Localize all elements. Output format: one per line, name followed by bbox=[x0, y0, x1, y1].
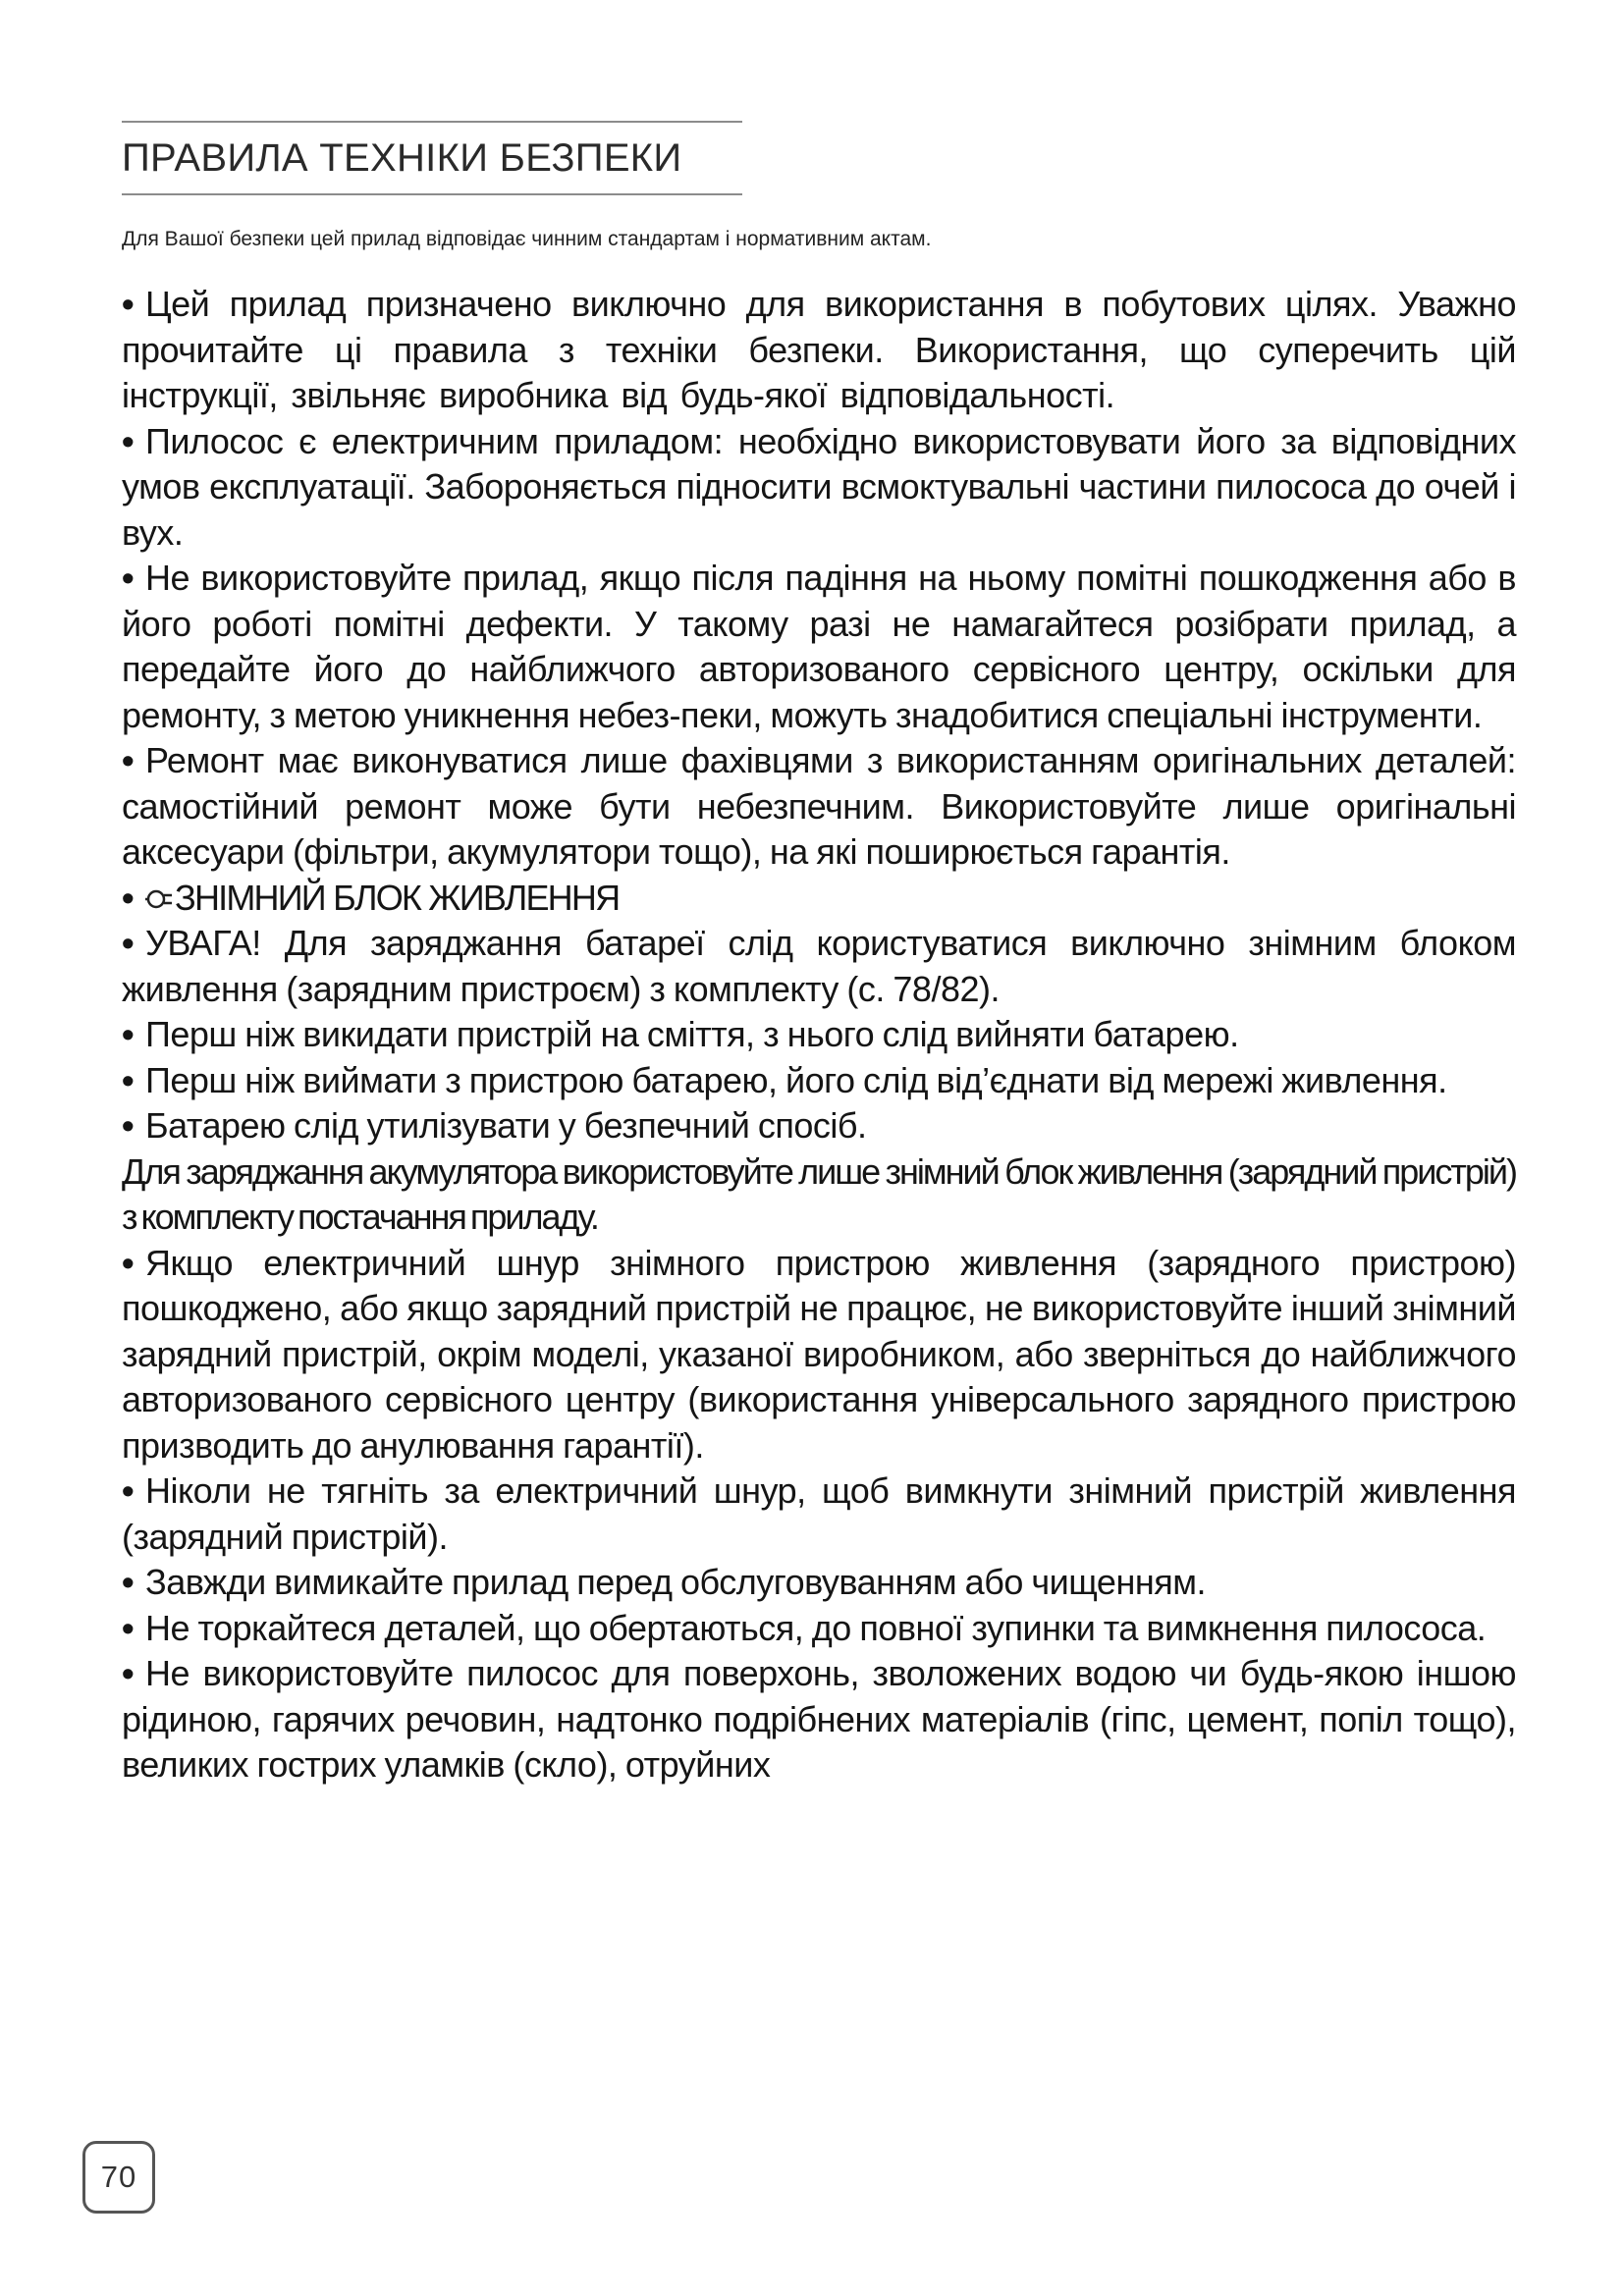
paragraph-text: Якщо електричний шнур знімного пристрою живлення (зарядного пристрою) пошкоджено, або якщо зарядний пристрій не працює, не використовуйте інший знімний зарядний пристрій, окрім моделі, указаної виробником, або зверніться до найближчого авторизованого сервісного центру (використання універсального зарядного пристрою призводить до анулювання гарантії). bbox=[122, 1242, 1516, 1466]
paragraph-text: Завжди вимикайте прилад перед обслуговуванням або чищенням. bbox=[145, 1562, 1206, 1602]
bullet-marker: • bbox=[122, 1014, 135, 1054]
paragraph-text: Цей прилад призначено виключно для використання в побутових цілях. Уважно прочитайте ці правила з техніки безпеки. Використання, що суперечить цій інструкції, звільняє виробника від будь-якої відповідальності. bbox=[122, 284, 1516, 415]
bullet-marker: • bbox=[122, 1242, 135, 1283]
bullet-marker: • bbox=[122, 1562, 135, 1602]
safety-paragraph-1 bbox=[122, 282, 1516, 419]
section-paragraph-8 bbox=[122, 1560, 1516, 1606]
section-paragraph-6 bbox=[122, 1241, 1516, 1469]
paragraph-text: Не використовуйте пилосос для поверхонь, зволожених водою чи будь-якою іншою рідиною, гарячих речовин, надтонко подрібнених матеріалів (гіпс, цемент, попіл тощо), великих гострих уламків (скло), отруйних bbox=[122, 1653, 1516, 1785]
paragraph-text: Ремонт має виконуватися лише фахівцями з використанням оригінальних деталей: самостійний ремонт може бути небезпечним. Використовуйте лише оригінальні аксесуари (фільтри, акумулятори тощо), на які поширюється гарантія. bbox=[122, 740, 1516, 872]
bullet-marker: • bbox=[122, 284, 135, 324]
safety-paragraph-2 bbox=[122, 419, 1516, 557]
bullet-marker: • bbox=[122, 1607, 135, 1648]
bullet-marker: • bbox=[122, 1059, 135, 1100]
bullet-marker: • bbox=[122, 877, 133, 918]
safety-paragraph-3 bbox=[122, 556, 1516, 738]
bullet-marker: • bbox=[122, 420, 135, 461]
safety-content bbox=[122, 282, 1516, 1789]
paragraph-text: Перш ніж викидати пристрій на сміття, з нього слід вийняти батарею. bbox=[145, 1014, 1239, 1054]
bullet-marker: • bbox=[122, 558, 135, 598]
bullet-marker: • bbox=[122, 740, 135, 780]
paragraph-text: Пилосос є електричним приладом: необхідно використовувати його за відповідних умов експлуатації. Забороняється підносити всмоктувальні частини пилососа до очей і вух. bbox=[122, 420, 1516, 553]
top-rule bbox=[122, 121, 742, 123]
bullet-marker: • bbox=[122, 923, 135, 963]
section-paragraph-1 bbox=[122, 921, 1516, 1012]
bullet-marker: • bbox=[122, 1470, 135, 1511]
intro-text: Для Вашої безпеки цей прилад відповідає чинним стандартам і нормативним актам. bbox=[122, 228, 932, 250]
paragraph-text: УВАГА! Для заряджання батареї слід користуватися виключно знімним блоком живлення (зарядним пристроєм) з комплекту (с. 78/82). bbox=[122, 923, 1516, 1009]
page-number: 70 bbox=[82, 2141, 155, 2214]
paragraph-text: Перш ніж виймати з пристрою батарею, його слід від’єднати від мережі живлення. bbox=[145, 1059, 1447, 1100]
title-rule bbox=[122, 193, 742, 195]
safety-paragraph-4 bbox=[122, 738, 1516, 876]
section-heading bbox=[122, 876, 1516, 922]
section-paragraph-3 bbox=[122, 1058, 1516, 1104]
bullet-marker: • bbox=[122, 1653, 135, 1693]
bullet-marker: • bbox=[122, 1105, 135, 1146]
paragraph-text: Ніколи не тягніть за електричний шнур, щоб вимкнути знімний пристрій живлення (зарядний пристрій). bbox=[122, 1470, 1516, 1557]
section-paragraph-7 bbox=[122, 1468, 1516, 1560]
paragraph-text: Не торкайтеся деталей, що обертаються, до повної зупинки та вимкнення пилососа. bbox=[145, 1607, 1487, 1648]
paragraph-text: Для заряджання акумулятора використовуйте лише знімний блок живлення (зарядний пристрій) з комплекту постачання приладу. bbox=[122, 1150, 1516, 1237]
paragraph-text: Не використовуйте прилад, якщо після падіння на ньому помітні пошкодження або в його роботі помітні дефекти. У такому разі не намагайтеся розібрати прилад, а передайте його до найближчого авторизованого сервісного центру, оскільки для ремонту, з метою уникнення небез-пеки, можуть знадобитися спеціальні інструменти. bbox=[122, 558, 1516, 735]
section-paragraph-5 bbox=[122, 1149, 1516, 1241]
section-paragraph-10 bbox=[122, 1651, 1516, 1789]
section-paragraph-2 bbox=[122, 1012, 1516, 1058]
power-plug-icon bbox=[145, 884, 173, 914]
page-title: ПРАВИЛА ТЕХНІКИ БЕЗПЕКИ bbox=[122, 136, 682, 180]
section-paragraph-4 bbox=[122, 1103, 1516, 1149]
paragraph-text: Батарею слід утилізувати у безпечний спосіб. bbox=[145, 1105, 867, 1146]
section-paragraph-9 bbox=[122, 1606, 1516, 1652]
section-heading-text: ЗНІМНИЙ БЛОК ЖИВЛЕННЯ bbox=[175, 877, 620, 918]
